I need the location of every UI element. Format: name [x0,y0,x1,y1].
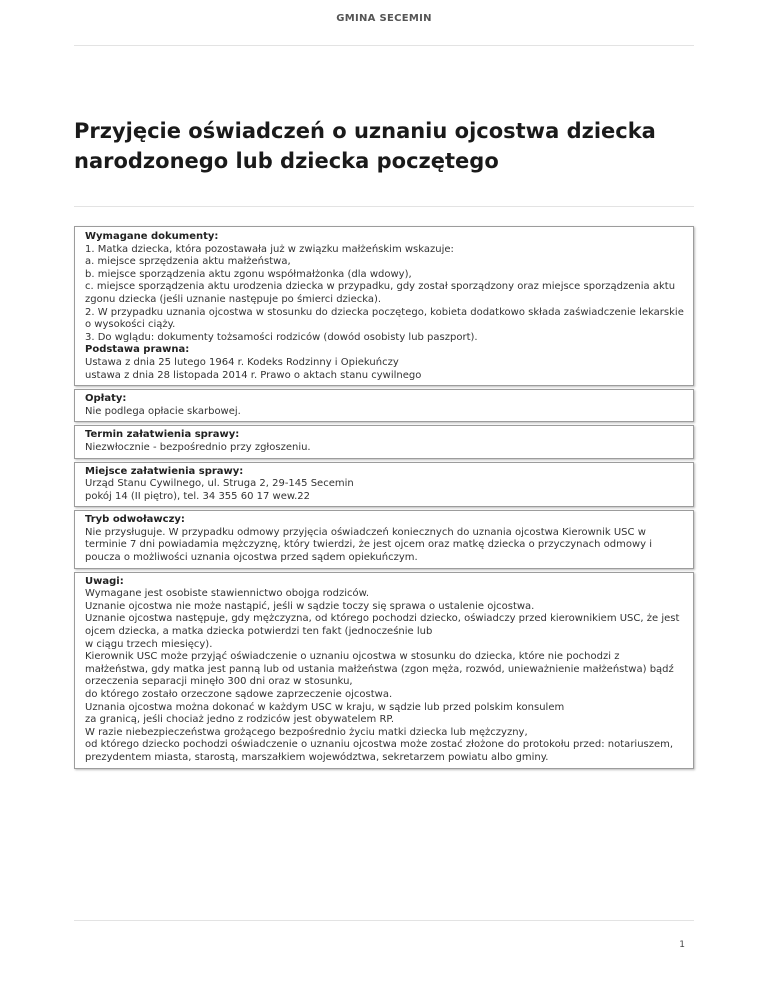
section-line: za granicą, jeśli chociaż jedno z rodziców jest obywatelem RP. [85,714,395,726]
section-appeal-procedure [74,510,694,568]
section-line: b. miejsce sporządzenia aktu zgonu współmałżonka (dla wdowy), [85,268,412,280]
section-line: Wymagane jest osobiste stawiennictwo obojga rodziców. [85,588,370,600]
section-heading: Uwagi: [85,575,124,587]
site-header: GMINA SECEMIN [336,13,432,24]
sections-container [74,226,694,772]
section-heading: Wymagane dokumenty: [85,231,219,242]
section-line: Uznanie ojcostwa następuje, gdy mężczyzna, od którego pochodzi dziecko, oświadczy przed kierownikiem USC, że jest ojcem dziecka, a matka dziecka potwierdzi ten fakt (jednocześnie lub [85,613,680,638]
title-divider [74,206,694,207]
section-line: 3. Do wglądu: dokumenty tożsamości rodziców (dowód osobisty lub paszport). [85,331,478,343]
section-required-documents [74,226,694,386]
section-notes [74,572,694,769]
section-heading: Tryb odwoławczy: [85,514,185,526]
section-line: Urząd Stanu Cywilnego, ul. Struga 2, 29-145 Secemin [85,478,354,490]
footer-divider [74,920,694,921]
section-heading: Termin załatwienia sprawy: [85,429,240,441]
section-line: Uznanie ojcostwa nie może nastąpić, jeśli w sądzie toczy się sprawa o ustalenie ojcostwa. [85,600,535,612]
section-line: c. miejsce sporządzenia aktu urodzenia dziecka w przypadku, gdy został sporządzony oraz miejsce sporządzenia aktu zgonu dziecka (jeśli uznanie następuje po śmierci dziecka). [85,281,676,305]
section-heading: Miejsce załatwienia sprawy: [85,465,244,477]
header-divider [74,45,694,46]
section-line: 2. W przypadku uznania ojcostwa w stosunku do dziecka poczętego, kobieta dodatkowo składa zaświadczenie lekarskie o wysokości ciąży. [85,306,684,331]
section-deadline [74,425,694,458]
legal-basis-line: Ustawa z dnia 25 lutego 1964 r. Kodeks Rodzinny i Opiekuńczy [85,356,399,368]
page-title-line-1: Przyjęcie oświadczeń o uznaniu ojcostwa dziecka [74,119,656,143]
section-location [74,462,694,508]
section-line: 1. Matka dziecka, która pozostawała już w związku małżeńskim wskazuje: [85,243,454,255]
section-line: w ciągu trzech miesięcy). [85,638,213,650]
section-line: Uznania ojcostwa można dokonać w każdym USC w kraju, w sądzie lub przed polskim konsulem [85,701,565,713]
section-heading: Opłaty: [85,393,127,405]
section-line: Nie przysługuje. W przypadku odmowy przyjęcia oświadczeń koniecznych do uznania ojcostwa Kierownik USC w terminie 7 dni powiadamia mężczyznę, który twierdzi, że jest ojcem oraz matkę dziecka o przyczynach odmowy i poucza o możliwości uznania ojcostwa przed sądem opiekuńczym. [85,526,653,564]
section-line: do którego zostało orzeczone sądowe zaprzeczenie ojcostwa. [85,689,393,700]
section-line: od którego dziecko pochodzi oświadczenie o uznaniu ojcostwa może zostać złożone do protokołu przed: notariuszem, prezydentem miasta, starostą, marszałkiem województwa, sekretarzem powiatu albo gminy. [85,739,674,763]
legal-basis-line: ustawa z dnia 28 listopada 2014 r. Prawo o aktach stanu cywilnego [85,369,422,381]
legal-basis-heading: Podstawa prawna: [85,344,190,356]
section-line: W razie niebezpieczeństwa grożącego bezpośrednio życiu matki dziecka lub mężczyzny, [85,726,528,738]
section-line: pokój 14 (II piętro), tel. 34 355 60 17 wew.22 [85,490,311,502]
section-line: Nie podlega opłacie skarbowej. [85,405,241,417]
section-fees [74,389,694,422]
section-line: Kierownik USC może przyjąć oświadczenie o uznaniu ojcostwa w stosunku do dziecka, które nie pochodzi z małżeństwa, gdy matka jest panną lub od ustania małżeństwa (zgon męża, rozwód, unieważnienie małżeństwa) bądź orzeczenia separacji minęło 300 dni oraz w stosunku, [85,651,674,688]
section-line: Niezwłocznie - bezpośrednio przy zgłoszeniu. [85,441,311,453]
page-title-line-2: narodzonego lub dziecka poczętego [74,149,499,173]
section-line: a. miejsce sprzędzenia aktu małżeństwa, [85,256,291,268]
page-number: 1 [679,940,685,950]
page-title [74,116,694,176]
